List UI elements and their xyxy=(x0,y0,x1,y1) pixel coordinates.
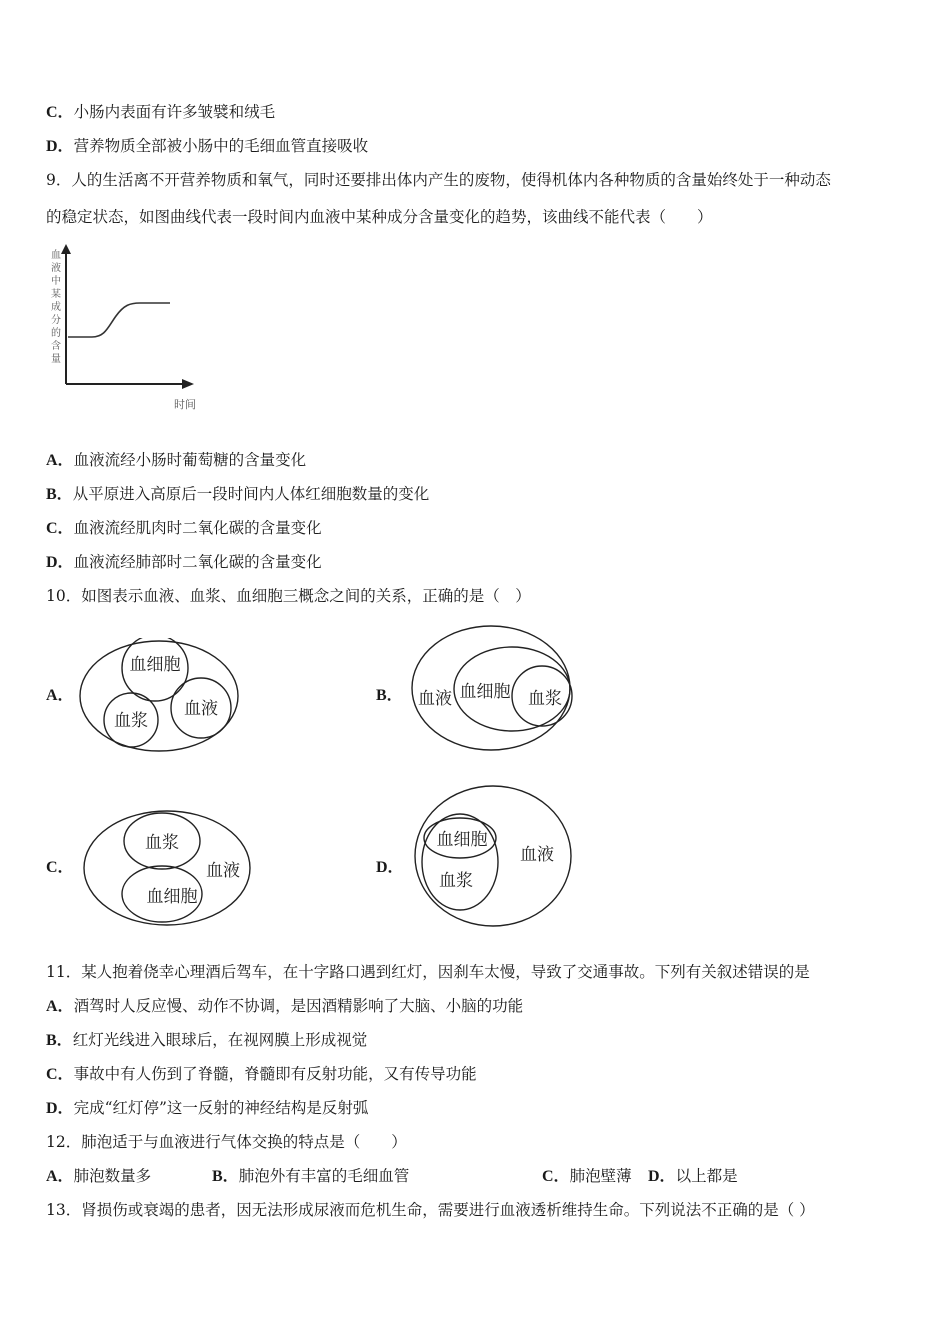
q12-option-a-text: 肺泡数量多 xyxy=(73,1167,152,1185)
q9-y-label-char: 中 xyxy=(51,276,61,287)
q12-option-c xyxy=(542,1166,632,1187)
q13-stem: 13．肾损伤或衰竭的患者，因无法形成尿液而危机生命，需要进行血液透析维持生命。下列说法不正确的是（ ） xyxy=(46,1201,815,1219)
q11-option-c-label: C． xyxy=(46,1066,74,1083)
q11-option-c-text: 事故中有人伤到了脊髓，脊髓即有反射功能，又有传导功能 xyxy=(73,1065,477,1083)
q10-c-text-outer: 血液 xyxy=(206,861,240,881)
q12-option-c-text: 肺泡壁薄 xyxy=(569,1167,632,1185)
q9-option-b-text: 从平原进入高原后一段时间内人体红细胞数量的变化 xyxy=(72,485,430,503)
q9-graph-y-label xyxy=(51,249,61,365)
q12-option-a xyxy=(46,1166,151,1187)
q12-option-b xyxy=(212,1166,409,1187)
q10-d-middle-ellipse xyxy=(422,814,498,910)
q11-option-b xyxy=(46,1030,367,1051)
q12-option-d-label: D． xyxy=(648,1168,676,1185)
q11-option-b-label: B． xyxy=(46,1032,73,1049)
q10-c-text-bottom: 血细胞 xyxy=(146,887,198,907)
q9-y-label-char: 血 xyxy=(51,250,61,261)
q9-y-label-char: 含 xyxy=(51,341,61,352)
q9-option-a xyxy=(46,450,306,471)
q8-option-d xyxy=(46,136,368,157)
q8-option-c-label: C． xyxy=(46,104,74,121)
q12-option-b-text: 肺泡外有丰富的毛细血管 xyxy=(238,1167,410,1185)
q9-x-axis-arrow xyxy=(182,379,194,389)
q9-y-label-char: 液 xyxy=(51,263,61,274)
q12-option-d xyxy=(648,1166,738,1187)
q12-option-b-label: B． xyxy=(212,1168,239,1185)
q9-graph xyxy=(40,242,210,414)
q12-option-a-label: A． xyxy=(46,1168,74,1185)
q9-option-b xyxy=(46,484,429,505)
q9-y-label-char: 分 xyxy=(51,315,61,326)
q10-a-text-right: 血液 xyxy=(184,699,218,719)
q10-d-text-middle: 血浆 xyxy=(439,871,473,891)
q9-option-c-text: 血液流经肌肉时二氧化碳的含量变化 xyxy=(73,519,322,537)
q10-d-text-outer: 血液 xyxy=(520,845,554,865)
q9-option-a-label: A． xyxy=(46,452,74,469)
q9-y-label-char: 某 xyxy=(51,289,61,300)
q10-a-text-left: 血浆 xyxy=(114,711,148,731)
q11-option-d-text: 完成“红灯停”这一反射的神经结构是反射弧 xyxy=(73,1099,369,1117)
q12-option-d-text: 以上都是 xyxy=(675,1167,738,1185)
q10-diagram-a xyxy=(78,638,248,758)
q9-x-label: 时间 xyxy=(174,398,196,411)
q12-option-c-label: C． xyxy=(542,1168,570,1185)
q8-option-d-text: 营养物质全部被小肠中的毛细血管直接吸收 xyxy=(73,137,369,155)
q9-option-d xyxy=(46,552,322,573)
q11-option-d-label: D． xyxy=(46,1100,74,1117)
q11-stem: 11．某人抱着侥幸心理酒后驾车，在十字路口遇到红灯，因刹车太慢，导致了交通事故。下列有关叙述错误的是 xyxy=(46,963,810,981)
q11-option-a xyxy=(46,996,523,1017)
q9-y-label-char: 成 xyxy=(51,302,61,313)
q10-diagram-d xyxy=(410,784,574,930)
q10-option-c-label: C． xyxy=(46,859,74,876)
q10-option-d-label: D． xyxy=(376,859,404,876)
q11-option-a-text: 酒驾时人反应慢、动作不协调，是因酒精影响了大脑、小脑的功能 xyxy=(73,997,524,1015)
q9-option-c xyxy=(46,518,322,539)
q9-y-label-char: 的 xyxy=(51,328,61,339)
q8-option-d-label: D． xyxy=(46,138,74,155)
q11-option-c xyxy=(46,1064,477,1085)
q9-y-axis-arrow xyxy=(61,244,71,254)
q10-diagram-c xyxy=(80,806,256,930)
q9-curve xyxy=(68,303,170,337)
q11-option-a-label: A． xyxy=(46,998,74,1015)
q10-option-b-label: B． xyxy=(376,687,403,704)
q10-option-a-label: A． xyxy=(46,687,74,704)
q10-c-text-top: 血浆 xyxy=(145,833,179,853)
q9-option-b-label: B． xyxy=(46,486,73,503)
q10-a-text-top: 血细胞 xyxy=(129,655,181,675)
q11-option-b-text: 红灯光线进入眼球后，在视网膜上形成视觉 xyxy=(72,1031,368,1049)
q12-stem: 12．肺泡适于与血液进行气体交换的特点是（ ） xyxy=(46,1133,407,1151)
q9-option-d-text: 血液流经肺部时二氧化碳的含量变化 xyxy=(73,553,322,571)
q10-stem: 10．如图表示血液、血浆、血细胞三概念之间的关系，正确的是（ ） xyxy=(46,587,531,605)
q8-option-c xyxy=(46,102,275,123)
q10-b-text-outer: 血液 xyxy=(418,689,452,709)
q11-option-d xyxy=(46,1098,368,1119)
q9-stem-line2: 的稳定状态，如图曲线代表一段时间内血液中某种成分含量变化的趋势，该曲线不能代表（ ） xyxy=(46,208,713,226)
q9-option-c-label: C． xyxy=(46,520,74,537)
q9-option-d-label: D． xyxy=(46,554,74,571)
q10-d-text-inner: 血细胞 xyxy=(436,830,488,850)
q9-y-label-char: 量 xyxy=(51,354,61,365)
q9-stem-line1: 9．人的生活离不开营养物质和氧气，同时还要排出体内产生的废物，使得机体内各种物质的含量始终处于一种动态 xyxy=(46,171,831,189)
q10-b-text-inner: 血浆 xyxy=(528,689,562,709)
q10-diagram-b xyxy=(408,624,578,756)
q9-option-a-text: 血液流经小肠时葡萄糖的含量变化 xyxy=(73,451,307,469)
q10-b-text-middle: 血细胞 xyxy=(459,682,511,702)
q8-option-c-text: 小肠内表面有许多皱襞和绒毛 xyxy=(73,103,276,121)
